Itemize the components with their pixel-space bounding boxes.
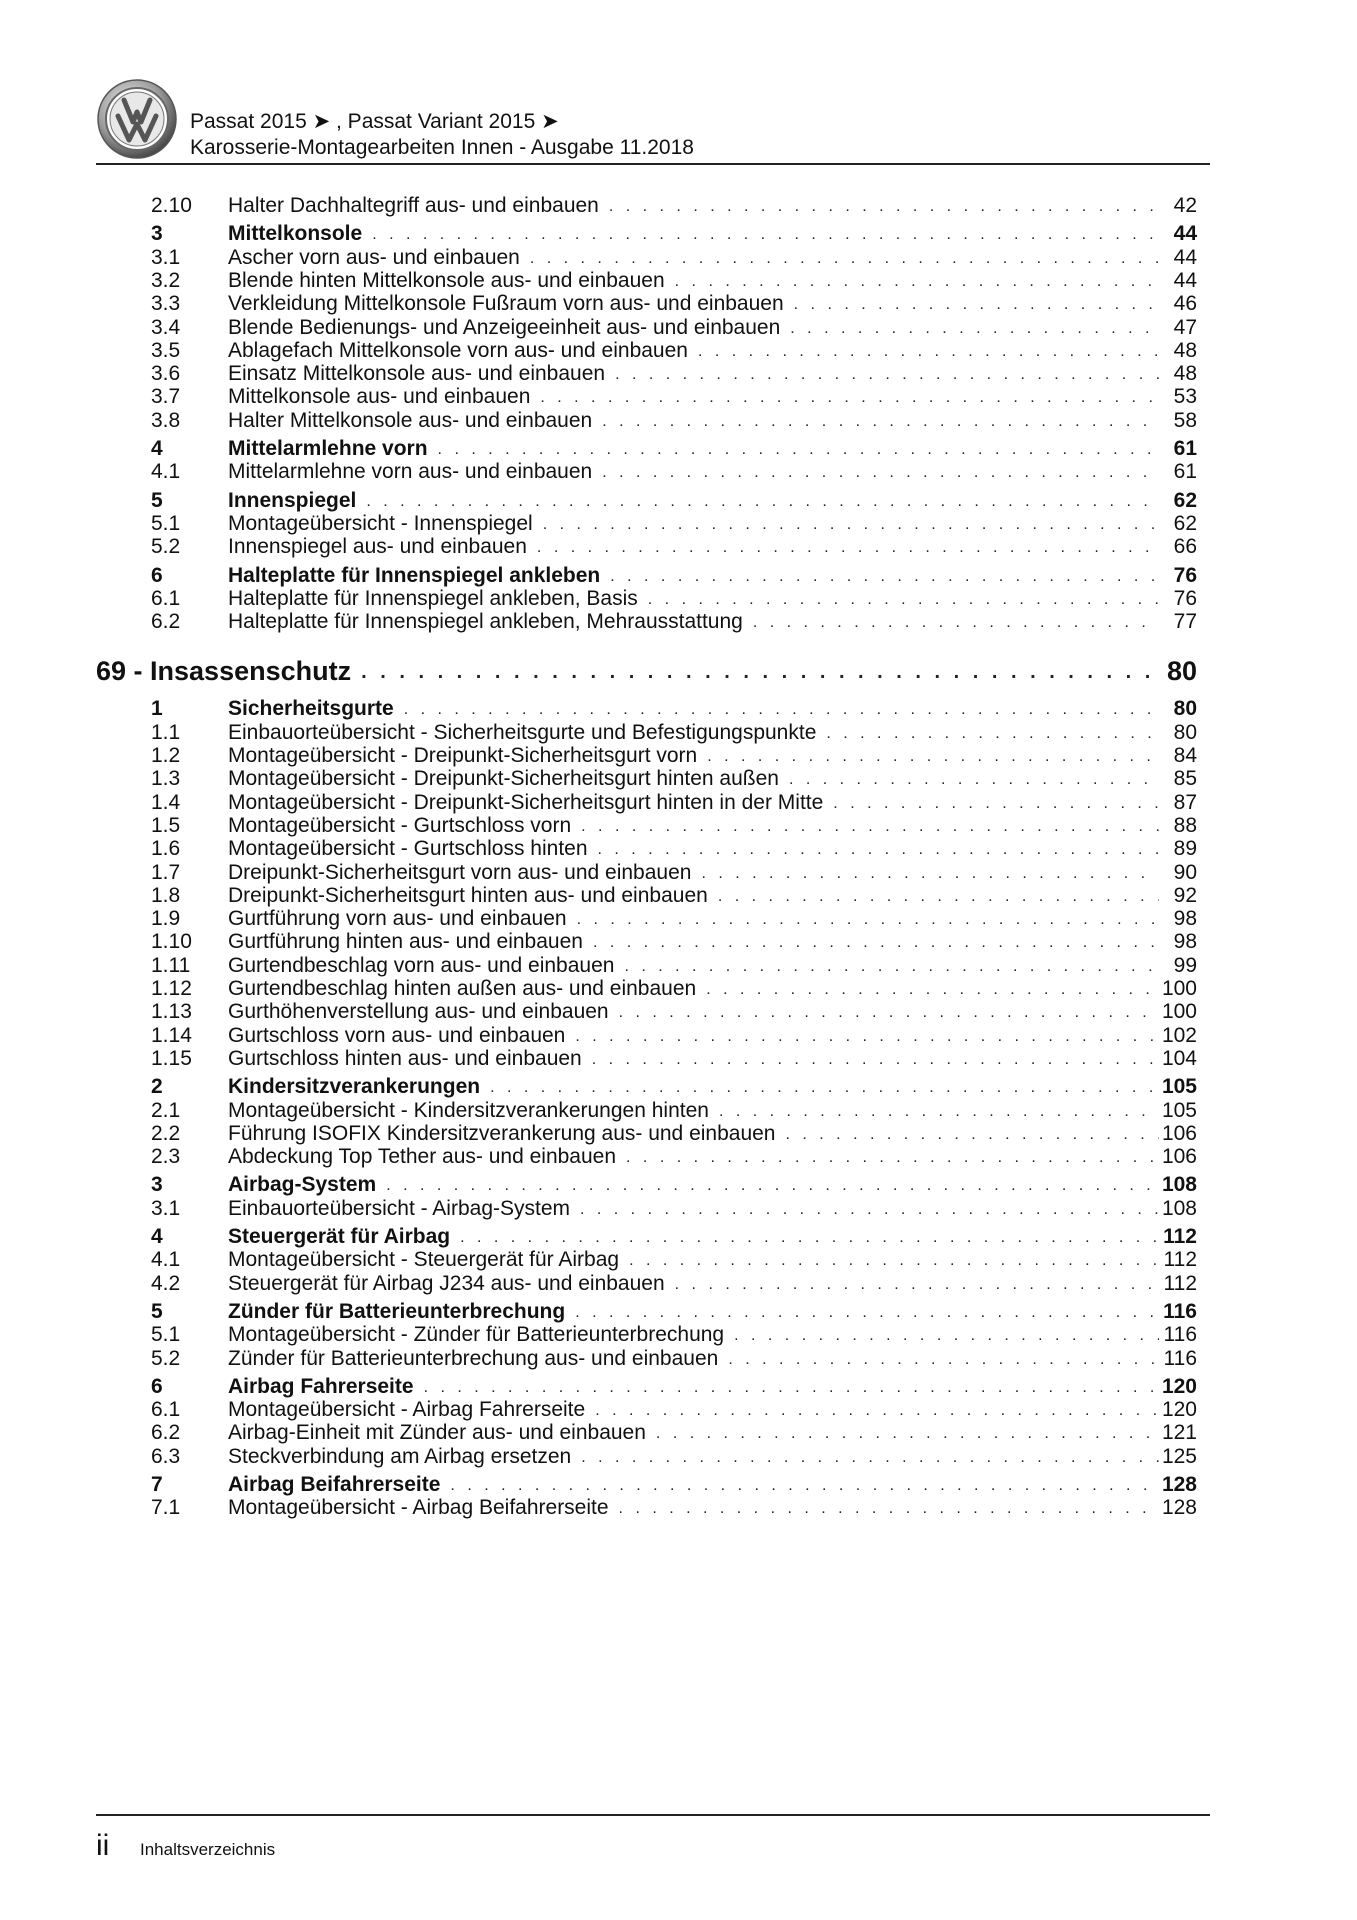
toc-row[interactable] xyxy=(0,1270,1357,1298)
toc-page-number: 108 xyxy=(1161,1196,1197,1220)
toc-title: Gurtschloss vorn aus- und einbauen xyxy=(228,1023,566,1047)
toc-title: Innenspiegel aus- und einbauen xyxy=(228,535,527,559)
toc-page-number: 61 xyxy=(1173,460,1197,484)
toc-number: 1.1 xyxy=(151,720,181,744)
toc-page-number: 80 xyxy=(1173,720,1197,744)
toc-number: 6 xyxy=(151,563,163,587)
toc-title: Mittelkonsole xyxy=(228,222,363,246)
toc-page-number: 80 xyxy=(1166,656,1197,687)
toc-page-number: 116 xyxy=(1163,1299,1197,1323)
toc-number: 3.7 xyxy=(151,385,181,409)
toc-title: Halteplatte für Innenspiegel ankleben, Mehrausstattung xyxy=(228,610,743,634)
toc-page-number: 108 xyxy=(1161,1173,1197,1197)
toc-number: 1 xyxy=(151,697,163,721)
volkswagen-logo-icon xyxy=(96,78,178,160)
toc-number: 4.1 xyxy=(151,1248,181,1272)
toc-chapter-row[interactable] xyxy=(0,653,1357,689)
toc-title: Montageübersicht - Innenspiegel xyxy=(228,511,533,535)
toc-row[interactable] xyxy=(0,407,1357,435)
page-number: ii xyxy=(96,1829,110,1862)
toc-title: Montageübersicht - Dreipunkt-Sicherheitsgurt hinten außen xyxy=(228,767,779,791)
toc-number: 3.2 xyxy=(151,268,181,292)
toc-number: 6.2 xyxy=(151,1421,181,1445)
toc-page-number: 128 xyxy=(1161,1473,1197,1496)
toc-number: 1.8 xyxy=(151,883,181,907)
page-header xyxy=(96,78,1210,166)
toc-title: Steuergerät für Airbag J234 aus- und einbauen xyxy=(228,1271,665,1295)
toc-title: Gurthöhenverstellung aus- und einbauen xyxy=(228,1000,609,1024)
toc-title: Dreipunkt-Sicherheitsgurt hinten aus- und einbauen xyxy=(228,883,708,907)
toc-page-number: 48 xyxy=(1173,362,1197,386)
toc-title: Sicherheitsgurte xyxy=(228,697,394,721)
toc-title: Gurtendbeschlag hinten außen aus- und einbauen xyxy=(228,977,697,1000)
toc-number: 5.2 xyxy=(151,535,181,559)
toc-title-leader xyxy=(228,1494,1159,1522)
toc-title-leader xyxy=(228,1045,1159,1073)
toc-page-number: 44 xyxy=(1173,268,1197,292)
toc-page-number: 102 xyxy=(1161,1023,1197,1047)
toc-title: Einbauorteübersicht - Airbag-System xyxy=(228,1196,570,1220)
toc-page-number: 105 xyxy=(1161,1098,1197,1122)
toc-row[interactable] xyxy=(0,1195,1357,1223)
toc-number: 1.15 xyxy=(151,1046,192,1070)
toc-row[interactable] xyxy=(0,1143,1357,1171)
toc-title: Ablagefach Mittelkonsole vorn aus- und einbauen xyxy=(228,338,688,362)
toc-title-leader xyxy=(228,1345,1159,1373)
document-subtitle: Karosserie-Montagearbeiten Innen - Ausgabe 11.2018 xyxy=(190,136,694,159)
toc-number: 2 xyxy=(151,1075,163,1099)
toc-number: 1.6 xyxy=(151,837,181,861)
footer-label: Inhaltsverzeichnis xyxy=(140,1840,276,1859)
toc-number: 2.1 xyxy=(151,1098,181,1122)
toc-title-leader xyxy=(228,1270,1159,1298)
toc-row[interactable] xyxy=(0,458,1357,486)
toc-title: Airbag-Einheit mit Zünder aus- und einbauen xyxy=(228,1421,646,1445)
toc-title: Montageübersicht - Airbag Fahrerseite xyxy=(228,1398,586,1422)
toc-number: 3.8 xyxy=(151,408,181,432)
toc-number: 2.2 xyxy=(151,1121,181,1145)
footer-divider xyxy=(96,1814,1210,1816)
toc-number: 3.6 xyxy=(151,362,181,386)
toc-number: 3.4 xyxy=(151,315,181,339)
toc-page-number: 84 xyxy=(1173,744,1197,767)
dot-leader xyxy=(361,653,1159,689)
dot-leader xyxy=(675,1270,1159,1298)
toc-page-number: 100 xyxy=(1161,977,1197,1000)
toc-row[interactable] xyxy=(0,1045,1357,1073)
toc-page-number: 100 xyxy=(1161,1000,1197,1024)
toc-title: Montageübersicht - Zünder für Batterieunterbrechung xyxy=(228,1323,725,1347)
toc-number: 1.12 xyxy=(151,977,192,1000)
dot-leader xyxy=(592,1045,1159,1073)
toc-page-number: 120 xyxy=(1161,1374,1197,1398)
toc-number: 1.10 xyxy=(151,930,192,954)
toc-title: Ascher vorn aus- und einbauen xyxy=(228,245,520,269)
toc-title: Gurtschloss hinten aus- und einbauen xyxy=(228,1046,582,1070)
toc-title: Montageübersicht - Kindersitzverankerungen hinten xyxy=(228,1098,709,1122)
toc-number: 1.2 xyxy=(151,744,181,767)
toc-number: 3.1 xyxy=(151,1196,181,1220)
toc-title: Abdeckung Top Tether aus- und einbauen xyxy=(228,1145,617,1169)
toc-number: 5 xyxy=(151,1299,163,1323)
toc-number: 4.1 xyxy=(151,460,181,484)
toc-page-number: 66 xyxy=(1173,535,1197,559)
toc-title: Gurtendbeschlag vorn aus- und einbauen xyxy=(228,953,615,977)
toc-title: Steuergerät für Airbag xyxy=(228,1225,451,1248)
toc-page-number: 53 xyxy=(1173,385,1197,409)
toc-title-leader xyxy=(228,192,1159,220)
toc-row[interactable] xyxy=(0,608,1357,636)
toc-number: 3 xyxy=(151,1173,163,1197)
toc-title: Halteplatte für Innenspiegel ankleben xyxy=(228,563,601,587)
toc-number: 6.1 xyxy=(151,1398,181,1422)
toc-page-number: 106 xyxy=(1161,1145,1197,1169)
toc-page-number: 76 xyxy=(1173,586,1197,610)
toc-title: Montageübersicht - Gurtschloss hinten xyxy=(228,837,588,861)
toc-title: Blende Bedienungs- und Anzeigeeinheit aus- und einbauen xyxy=(228,315,781,339)
toc-page-number: 42 xyxy=(1173,194,1197,217)
toc-page-number: 76 xyxy=(1173,563,1197,587)
toc-title: Mittelarmlehne vorn aus- und einbauen xyxy=(228,460,593,484)
toc-title: Gurtführung vorn aus- und einbauen xyxy=(228,907,567,931)
toc-number: 5 xyxy=(151,488,163,512)
toc-page-number: 77 xyxy=(1173,610,1197,634)
toc-page-number: 87 xyxy=(1173,790,1197,814)
toc-page-number: 92 xyxy=(1173,883,1197,907)
toc-page-number: 62 xyxy=(1173,488,1197,512)
toc-number: 1.11 xyxy=(151,953,191,977)
toc-title: Airbag Fahrerseite xyxy=(228,1374,414,1398)
toc-title-leader xyxy=(228,1143,1159,1171)
dot-leader xyxy=(609,192,1159,220)
toc-number: 5.2 xyxy=(151,1346,181,1370)
toc-title: Airbag Beifahrerseite xyxy=(228,1473,441,1496)
toc-page-number: 99 xyxy=(1173,953,1197,977)
toc-title-leader xyxy=(96,653,1159,689)
toc-page-number: 121 xyxy=(1161,1421,1197,1445)
toc-title: Dreipunkt-Sicherheitsgurt vorn aus- und einbauen xyxy=(228,860,692,884)
toc-number: 1.4 xyxy=(151,790,181,814)
dot-leader xyxy=(753,608,1159,636)
toc-title: Blende hinten Mittelkonsole aus- und einbauen xyxy=(228,268,665,292)
toc-number: 3 xyxy=(151,222,163,246)
toc-page-number: 62 xyxy=(1173,511,1197,535)
toc-number: 1.7 xyxy=(151,860,181,884)
toc-title: Halter Dachhaltegriff aus- und einbauen xyxy=(228,194,599,217)
toc-page-number: 128 xyxy=(1161,1496,1197,1520)
toc-number: 1.9 xyxy=(151,907,181,931)
toc-number: 1.3 xyxy=(151,767,181,791)
toc-title: Montageübersicht - Gurtschloss vorn xyxy=(228,813,572,837)
toc-number: 4.2 xyxy=(151,1271,181,1295)
toc-number: 6 xyxy=(151,1374,163,1398)
toc-title: Halter Mittelkonsole aus- und einbauen xyxy=(228,408,593,432)
dot-leader xyxy=(602,407,1159,435)
toc-row[interactable] xyxy=(0,192,1357,220)
toc-title: Einsatz Mittelkonsole aus- und einbauen xyxy=(228,362,606,386)
toc-title: Zünder für Batterieunterbrechung aus- und einbauen xyxy=(228,1346,719,1370)
document-title: Passat 2015 ➤ , Passat Variant 2015 ➤ xyxy=(190,110,559,133)
toc-number: 7 xyxy=(151,1473,163,1496)
toc-page-number: 88 xyxy=(1173,813,1197,837)
toc-number: 4 xyxy=(151,437,163,460)
toc-page-number: 116 xyxy=(1163,1346,1197,1370)
toc-title: Führung ISOFIX Kindersitzverankerung aus- und einbauen xyxy=(228,1121,776,1145)
toc-title: Montageübersicht - Steuergerät für Airbag xyxy=(228,1248,620,1272)
toc-page-number: 44 xyxy=(1173,245,1197,269)
dot-leader xyxy=(626,1143,1159,1171)
toc-number: 1.14 xyxy=(151,1023,192,1047)
toc-title-leader xyxy=(228,1195,1159,1223)
toc-title: Zünder für Batterieunterbrechung xyxy=(228,1299,566,1323)
dot-leader xyxy=(602,458,1159,486)
toc-title: 69 - Insassenschutz xyxy=(96,656,352,687)
dot-leader xyxy=(728,1345,1159,1373)
toc-page-number: 80 xyxy=(1173,697,1197,721)
toc-title-leader xyxy=(228,458,1159,486)
toc-page-number: 105 xyxy=(1161,1075,1197,1099)
toc-number: 6.1 xyxy=(151,586,181,610)
toc-page-number: 90 xyxy=(1173,860,1197,884)
toc-title-leader xyxy=(228,407,1159,435)
toc-title: Montageübersicht - Dreipunkt-Sicherheitsgurt vorn xyxy=(228,744,698,767)
toc-page-number: 104 xyxy=(1161,1046,1197,1070)
toc-number: 5.1 xyxy=(151,511,181,535)
toc-number: 7.1 xyxy=(151,1496,181,1520)
dot-leader xyxy=(580,1195,1159,1223)
toc-number: 2.3 xyxy=(151,1145,181,1169)
toc-page-number: 98 xyxy=(1173,930,1197,954)
toc-number: 5.1 xyxy=(151,1323,181,1347)
toc-title: Airbag-System xyxy=(228,1173,377,1197)
toc-row[interactable] xyxy=(0,1494,1357,1522)
toc-title: Mittelarmlehne vorn xyxy=(228,437,428,460)
toc-row[interactable] xyxy=(0,533,1357,561)
toc-page-number: 58 xyxy=(1173,408,1197,432)
toc-page-number: 120 xyxy=(1161,1398,1197,1422)
toc-number: 3.1 xyxy=(151,245,181,269)
toc-number: 3.3 xyxy=(151,292,181,316)
toc-page-number: 48 xyxy=(1173,338,1197,362)
toc-number: 6.3 xyxy=(151,1444,181,1468)
toc-page-number: 89 xyxy=(1173,837,1197,861)
toc-number: 2.10 xyxy=(151,194,192,217)
toc-page-number: 112 xyxy=(1163,1225,1197,1248)
toc-title: Kindersitzverankerungen xyxy=(228,1075,481,1099)
dot-leader xyxy=(537,533,1159,561)
toc-title: Einbauorteübersicht - Sicherheitsgurte und Befestigungspunkte xyxy=(228,720,817,744)
toc-title: Steckverbindung am Airbag ersetzen xyxy=(228,1444,572,1468)
toc-title: Montageübersicht - Dreipunkt-Sicherheitsgurt hinten in der Mitte xyxy=(228,790,824,814)
toc-page-number: 46 xyxy=(1173,292,1197,316)
toc-number: 1.5 xyxy=(151,813,181,837)
dot-leader xyxy=(619,1494,1159,1522)
toc-page-number: 98 xyxy=(1173,907,1197,931)
toc-page-number: 85 xyxy=(1173,767,1197,791)
toc-number: 1.13 xyxy=(151,1000,192,1024)
toc-page-number: 47 xyxy=(1173,315,1197,339)
toc-title-leader xyxy=(228,608,1159,636)
toc-page-number: 106 xyxy=(1161,1121,1197,1145)
toc-page-number: 44 xyxy=(1173,222,1197,246)
toc-page-number: 125 xyxy=(1161,1444,1197,1468)
toc-number: 4 xyxy=(151,1225,163,1248)
header-divider xyxy=(96,163,1210,165)
toc-page-number: 112 xyxy=(1163,1248,1197,1272)
toc-row[interactable] xyxy=(0,1345,1357,1373)
toc-title: Halteplatte für Innenspiegel ankleben, Basis xyxy=(228,586,638,610)
toc-number: 6.2 xyxy=(151,610,181,634)
toc-page-number: 112 xyxy=(1163,1271,1197,1295)
toc-row[interactable] xyxy=(0,1443,1357,1471)
toc-page-number: 61 xyxy=(1173,437,1197,460)
toc-page-number: 116 xyxy=(1163,1323,1197,1347)
dot-leader xyxy=(581,1443,1159,1471)
toc-title: Gurtführung hinten aus- und einbauen xyxy=(228,930,583,954)
toc-title-leader xyxy=(228,533,1159,561)
toc-title: Mittelkonsole aus- und einbauen xyxy=(228,385,531,409)
toc-number: 3.5 xyxy=(151,338,181,362)
toc-title: Montageübersicht - Airbag Beifahrerseite xyxy=(228,1496,609,1520)
toc-title: Verkleidung Mittelkonsole Fußraum vorn aus- und einbauen xyxy=(228,292,784,316)
toc-title-leader xyxy=(228,1443,1159,1471)
toc-title: Innenspiegel xyxy=(228,488,357,512)
